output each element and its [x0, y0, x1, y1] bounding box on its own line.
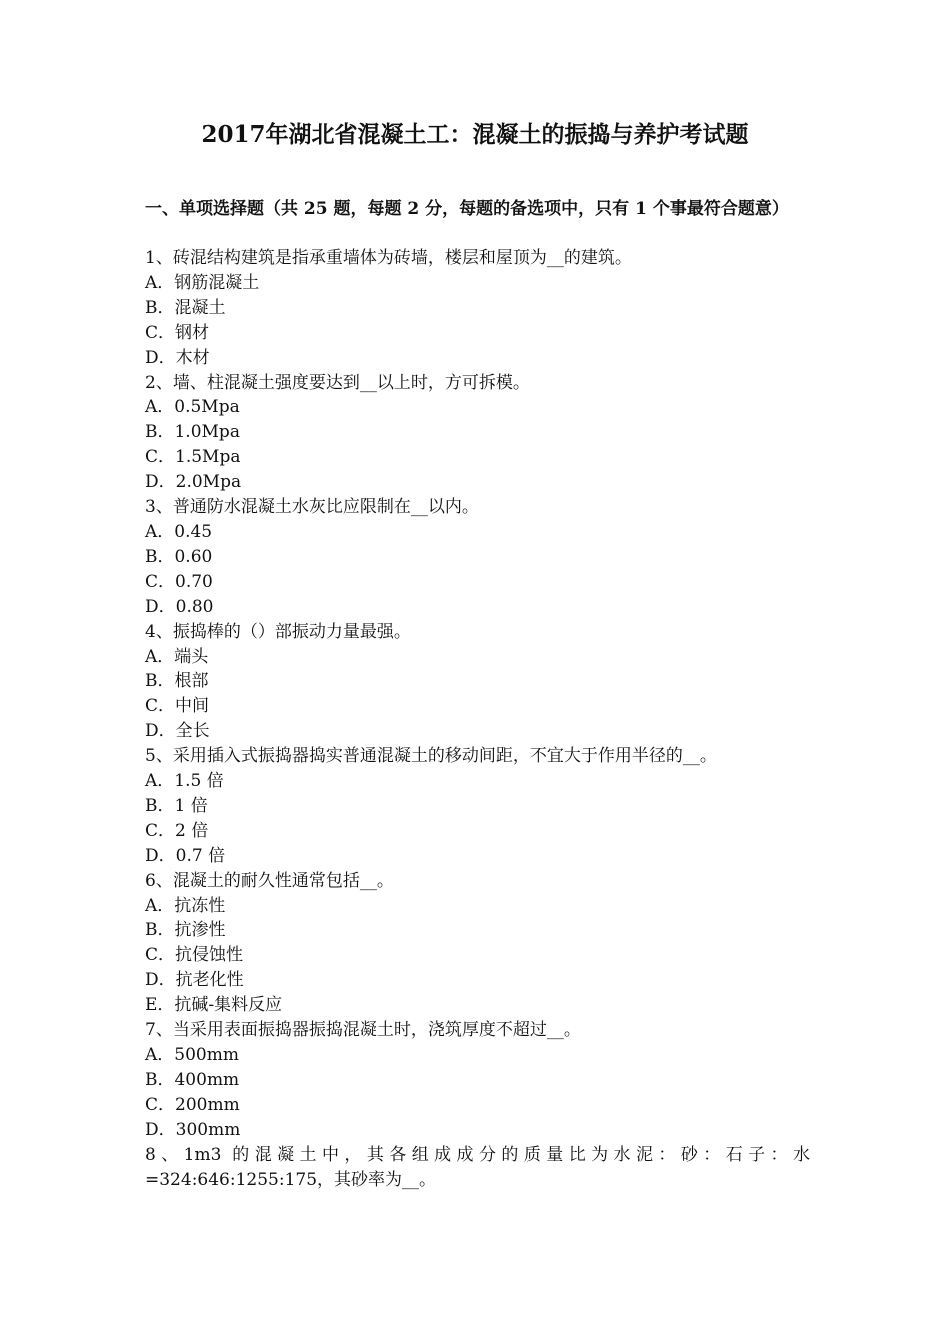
option-7d: D．300mm [145, 1119, 241, 1140]
question-5: 5、采用插入式振捣器捣实普通混凝土的移动间距，不宜大于作用半径的__。 [145, 746, 717, 767]
option-5a: A．1.5 倍 [145, 771, 224, 792]
option-6a: A．抗冻性 [145, 895, 226, 916]
option-5c: C．2 倍 [145, 820, 209, 841]
question-7: 7、当采用表面振捣器振捣混凝土时，浇筑厚度不超过__。 [145, 1020, 581, 1041]
question-6: 6、混凝土的耐久性通常包括__。 [145, 870, 394, 891]
option-6d: D．抗老化性 [145, 970, 244, 991]
section-heading: 一、单项选择题（共 25 题，每题 2 分，每题的备选项中，只有 1 个事最符合题意） [145, 199, 789, 219]
option-7a: A．500mm [145, 1045, 239, 1065]
option-7b: B．400mm [145, 1069, 240, 1090]
option-3a: A．0.45 [145, 521, 213, 542]
question-8: 8、1m3 的混凝土中，其各组成成分的质量比为水泥：砂：石子：水=324:646:1255:175，其砂率为__。 [145, 1144, 810, 1190]
option-4c: C．中间 [145, 696, 210, 717]
option-7c: C．200mm [145, 1094, 240, 1115]
option-1b: B．混凝土 [145, 297, 226, 318]
option-5d: D．0.7 倍 [145, 845, 226, 866]
option-2c: C．1.5Mpa [145, 447, 241, 468]
option-4d: D．全长 [145, 721, 210, 742]
question-list [145, 246, 810, 1192]
question-1: 1、砖混结构建筑是指承重墙体为砖墙，楼层和屋顶为__的建筑。 [145, 248, 632, 268]
option-2a: A．0.5Mpa [145, 397, 240, 418]
question-3: 3、普通防水混凝土水灰比应限制在__以内。 [145, 497, 479, 518]
option-3b: B．0.60 [145, 546, 213, 567]
option-3c: C．0.70 [145, 571, 213, 592]
question-2: 2、墙、柱混凝土强度要达到__以上时，方可拆模。 [145, 372, 530, 393]
document-title: 2017年湖北省混凝土工：混凝土的振捣与养护考试题 [201, 121, 749, 148]
option-4b: B．根部 [145, 671, 209, 692]
option-3d: D．0.80 [145, 596, 214, 617]
option-2b: B．1.0Mpa [145, 422, 240, 443]
option-6e: E．抗碱-集料反应 [145, 995, 283, 1016]
option-1c: C．钢材 [145, 322, 210, 343]
option-1d: D．木材 [145, 347, 210, 368]
option-6c: C．抗侵蚀性 [145, 945, 244, 966]
option-6b: B．抗渗性 [145, 920, 226, 941]
option-1a: A．钢筋混凝土 [145, 272, 260, 293]
option-4a: A．端头 [145, 646, 209, 667]
option-5b: B．1 倍 [145, 795, 208, 816]
question-4: 4、振捣棒的（）部振动力量最强。 [145, 621, 411, 642]
option-2d: D．2.0Mpa [145, 472, 242, 493]
